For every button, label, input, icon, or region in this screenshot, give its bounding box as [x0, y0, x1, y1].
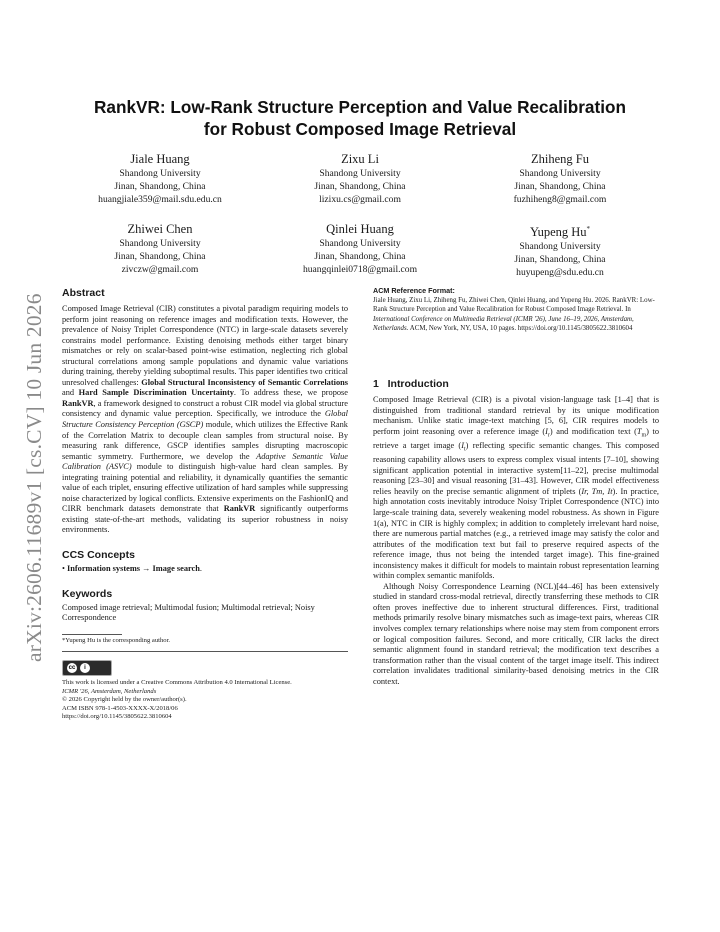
keywords-heading: Keywords — [62, 587, 113, 600]
author-block — [260, 152, 460, 206]
intro-span: ) to retrieve a target image ( — [373, 426, 659, 451]
cc-icon-text: cc — [68, 665, 76, 672]
introduction-heading — [373, 377, 659, 391]
author-name-text: Yupeng Hu — [529, 225, 587, 240]
author-location: Jinan, Shandong, China — [514, 181, 606, 192]
abstract-span: , a framework designed to construct a robust CIR model via global structure consistency and dynamic value perception. Specifically, we introduce the — [62, 398, 348, 419]
author-email: huangjiale359@mail.sdu.edu.cn — [98, 194, 222, 205]
author-affiliation: Shandong University — [519, 168, 601, 179]
license-line: ICMR '26, Amsterdam, Netherlands — [62, 687, 157, 695]
math-symbol: I — [545, 426, 548, 436]
arxiv-stamp: arXiv:2606.11689v1 [cs.CV] 10 Jun 2026 — [22, 293, 46, 662]
author-block — [260, 222, 460, 276]
paper-title — [60, 96, 660, 140]
author-email: fuzhiheng8@gmail.com — [513, 194, 607, 205]
right-column — [373, 286, 659, 687]
author-email: zivczw@gmail.com — [121, 264, 199, 275]
ccs-heading: CCS Concepts — [62, 549, 135, 562]
cc-by-badge — [62, 660, 112, 676]
author-name: Zhiwei Chen — [127, 222, 193, 236]
math-triplet: Ir, Tm, It — [581, 486, 613, 496]
bullet: • — [62, 564, 68, 574]
author-name: Jiale Huang — [130, 152, 190, 166]
abstract-italic: Adaptive Semantic Value Calibration (ASVC) — [62, 451, 348, 472]
abstract-span: Composed Image Retrieval (CIR) constitutes a pivotal paradigm requiring models to perform joint reasoning on reference images and modification texts. However, the prevalence of Noisy Triplet Correspondence (NTC) in large-scale datasets severely constrains model performance. Existing denoising methods either target binary mismatches or rely on scalar-based point-wise estimation, neglecting rich global structural correlations among sample populations and dynamic value variations during training, thereby yielding suboptimal results. This paper identifies two critical unresolved challenges: — [62, 304, 348, 387]
license-line: ACM ISBN 978-1-4503-XXXX-X/2018/06 — [62, 704, 178, 712]
author-affiliation: Shandong University — [319, 238, 401, 249]
cc-icon — [67, 663, 77, 673]
footnote-rule — [62, 634, 122, 635]
author-name — [460, 222, 660, 240]
author-name: Qinlei Huang — [326, 222, 394, 236]
abstract-text — [62, 304, 348, 536]
reference-span: ACM, New York, NY, USA, 10 pages. https://doi.org/10.1145/3805622.3810604 — [408, 324, 633, 332]
abstract-bold: RankVR — [62, 398, 94, 408]
author-location: Jinan, Shandong, China — [114, 181, 206, 192]
author-affiliation: Shandong University — [119, 238, 201, 249]
author-email: huangqinlei0718@gmail.com — [302, 264, 418, 275]
section-title: Introduction — [387, 378, 449, 391]
abstract-span: module, which utilizes the Effective Rank of the Correlation Matrix to decouple clean samples from structural noise. By measuring rank difference, GSCP identifies samples disrupting macroscopic semantic symmetry. Furthermore, we develop the — [62, 420, 348, 461]
intro-span: Composed Image Retrieval (CIR) is a pivotal vision-language task [1–4] that is distinguished from traditional standard retrieval by its unique modification mechanism. Unlike static image-text matching [5, 6], CIR requires models to perform joint reasoning over a reference image ( — [373, 395, 659, 436]
intro-span: ). In practice, high annotation costs inevitably introduce Noisy Triplet Correspondence (NTC) into large-scale training data, severely weakening model robustness. As shown in Figure 1(a), NTC in CIR is highly complex; in addition to completely irrelevant hard noise, there are numerous partial matches (e.g., a retrieved image may satisfy the color and attributes of the modification text but fail to preserve required aspects of the reference image, thus not being the intended target image). This fine-grained inconsistency makes it difficult for models to maintain robust representation learning within complex semantic manifolds. — [373, 486, 659, 581]
license-block — [62, 656, 348, 722]
keywords-text: Composed image retrieval; Multimodal fusion; Multimodal retrieval; Noisy Correspondence — [62, 602, 315, 623]
ccs-suffix: . — [199, 564, 202, 574]
license-line: © 2026 Copyright held by the owner/author(s). — [62, 696, 187, 704]
abstract-italic: Global Structure Consistency Perception (GSCP) — [62, 409, 348, 430]
attribution-icon — [80, 663, 90, 673]
author-location: Jinan, Shandong, China — [314, 251, 406, 262]
author-affiliation: Shandong University — [119, 168, 201, 179]
author-block — [60, 222, 260, 276]
abstract-span: significantly outperforms existing state-of-the-art methods, validating its superior robustness in noisy environments. — [62, 504, 348, 535]
author-block — [460, 152, 660, 206]
reference-format-text — [373, 296, 659, 333]
math-sub: t — [463, 446, 466, 453]
intro-paragraph-1 — [373, 395, 659, 582]
intro-span: ) reflecting specific semantic changes. This composed reasoning capability allows users to express complex visual intents [7–10], showing significant application potential in interactive system[11–22], precise multimodal reasoning [23–30] and visual reasoning [31–43]. However, CIR model effectiveness relies heavily on the precise semantic alignment of triplets ( — [373, 441, 659, 496]
author-name: Zhiheng Fu — [531, 152, 589, 166]
author-email: lizixu.cs@gmail.com — [319, 194, 401, 205]
reference-italic: International Conference on Multimedia Retrieval (ICMR '26), June 16–19, 2026, Amsterdam, Netherlands. — [373, 315, 634, 332]
abstract-bold: Hard Sample Discrimination Uncertainty — [78, 388, 234, 398]
license-doi: https://doi.org/10.1145/3805622.3810604 — [62, 713, 172, 721]
author-block — [460, 222, 660, 279]
title-line-1: RankVR: Low-Rank Structure Perception and Value Recalibration — [94, 97, 626, 117]
intro-paragraph-2: Although Noisy Correspondence Learning (NCL)[44–46] has been extensively studied in standard cross-modal retrieval, directly transferring these methods to CIR often proves ineffective due to inherent structural differences. First, traditional methods primarily resolve binary mismatches such as image-text pairs, whereas CIR involves complex ternary relationships where noise may stem from component errors or logical composition failures. Second, and more critically, CIR lacks the direct semantic alignment found in standard retrieval; the modification text describes a transformation rather than the visual content of the target image itself. This indirect correlation invalidates traditional similarity-based denoising metrics in the CIR context. — [373, 581, 659, 686]
author-block — [60, 152, 260, 206]
abstract-bold: Global Structural Inconsistency of Semantic Correlations — [141, 377, 349, 387]
author-location: Jinan, Shandong, China — [114, 251, 206, 262]
license-line: This work is licensed under a Creative Commons Attribution 4.0 International License. — [62, 679, 292, 687]
intro-span: ) and modification text ( — [549, 426, 637, 436]
corresponding-mark: * — [586, 225, 591, 233]
ccs-concept: Information systems → Image search — [67, 564, 200, 574]
reference-span: Jiale Huang, Zixu Li, Zhiheng Fu, Zhiwei Chen, Qinlei Huang, and Yupeng Hu. 2026. RankVR: Low-Rank Structure Perception and Value Recalibration for Robust Composed Image Retrieval. In — [373, 297, 655, 314]
attribution-icon-text: i — [84, 665, 86, 672]
author-affiliation: Shandong University — [519, 241, 601, 253]
abstract-span: and — [62, 388, 79, 398]
abstract-heading: Abstract — [62, 287, 105, 299]
author-email: huyupeng@sdu.edu.cn — [516, 267, 604, 279]
ccs-item — [62, 564, 348, 575]
reference-format-heading: ACM Reference Format: — [373, 286, 455, 295]
math-sub: r — [547, 432, 550, 439]
abstract-span: . To address these, we propose — [233, 388, 348, 398]
author-name: Zixu Li — [341, 152, 379, 166]
license-rule — [62, 651, 348, 652]
left-column — [62, 286, 348, 722]
author-location: Jinan, Shandong, China — [514, 254, 606, 266]
footnote: *Yupeng Hu is the corresponding author. — [62, 636, 171, 644]
abstract-bold: RankVR — [223, 504, 256, 514]
abstract-span: module to distinguish high-value hard clean samples. By integrating training potential and reliability, it dynamically quantifies the semantic value of each triplet, ensuring effective utilization of hard samples while suppressing noise characterized by logical conflicts. Extensive experiments on the FashionIQ and CIRR benchmark datasets demonstrate that — [62, 462, 348, 514]
author-location: Jinan, Shandong, China — [314, 181, 406, 192]
math-sub: m — [641, 432, 647, 439]
section-number: 1 — [373, 378, 379, 391]
author-affiliation: Shandong University — [319, 168, 401, 179]
math-symbol: I — [461, 441, 464, 451]
math-symbol: T — [636, 426, 642, 436]
title-line-2: for Robust Composed Image Retrieval — [203, 119, 517, 139]
